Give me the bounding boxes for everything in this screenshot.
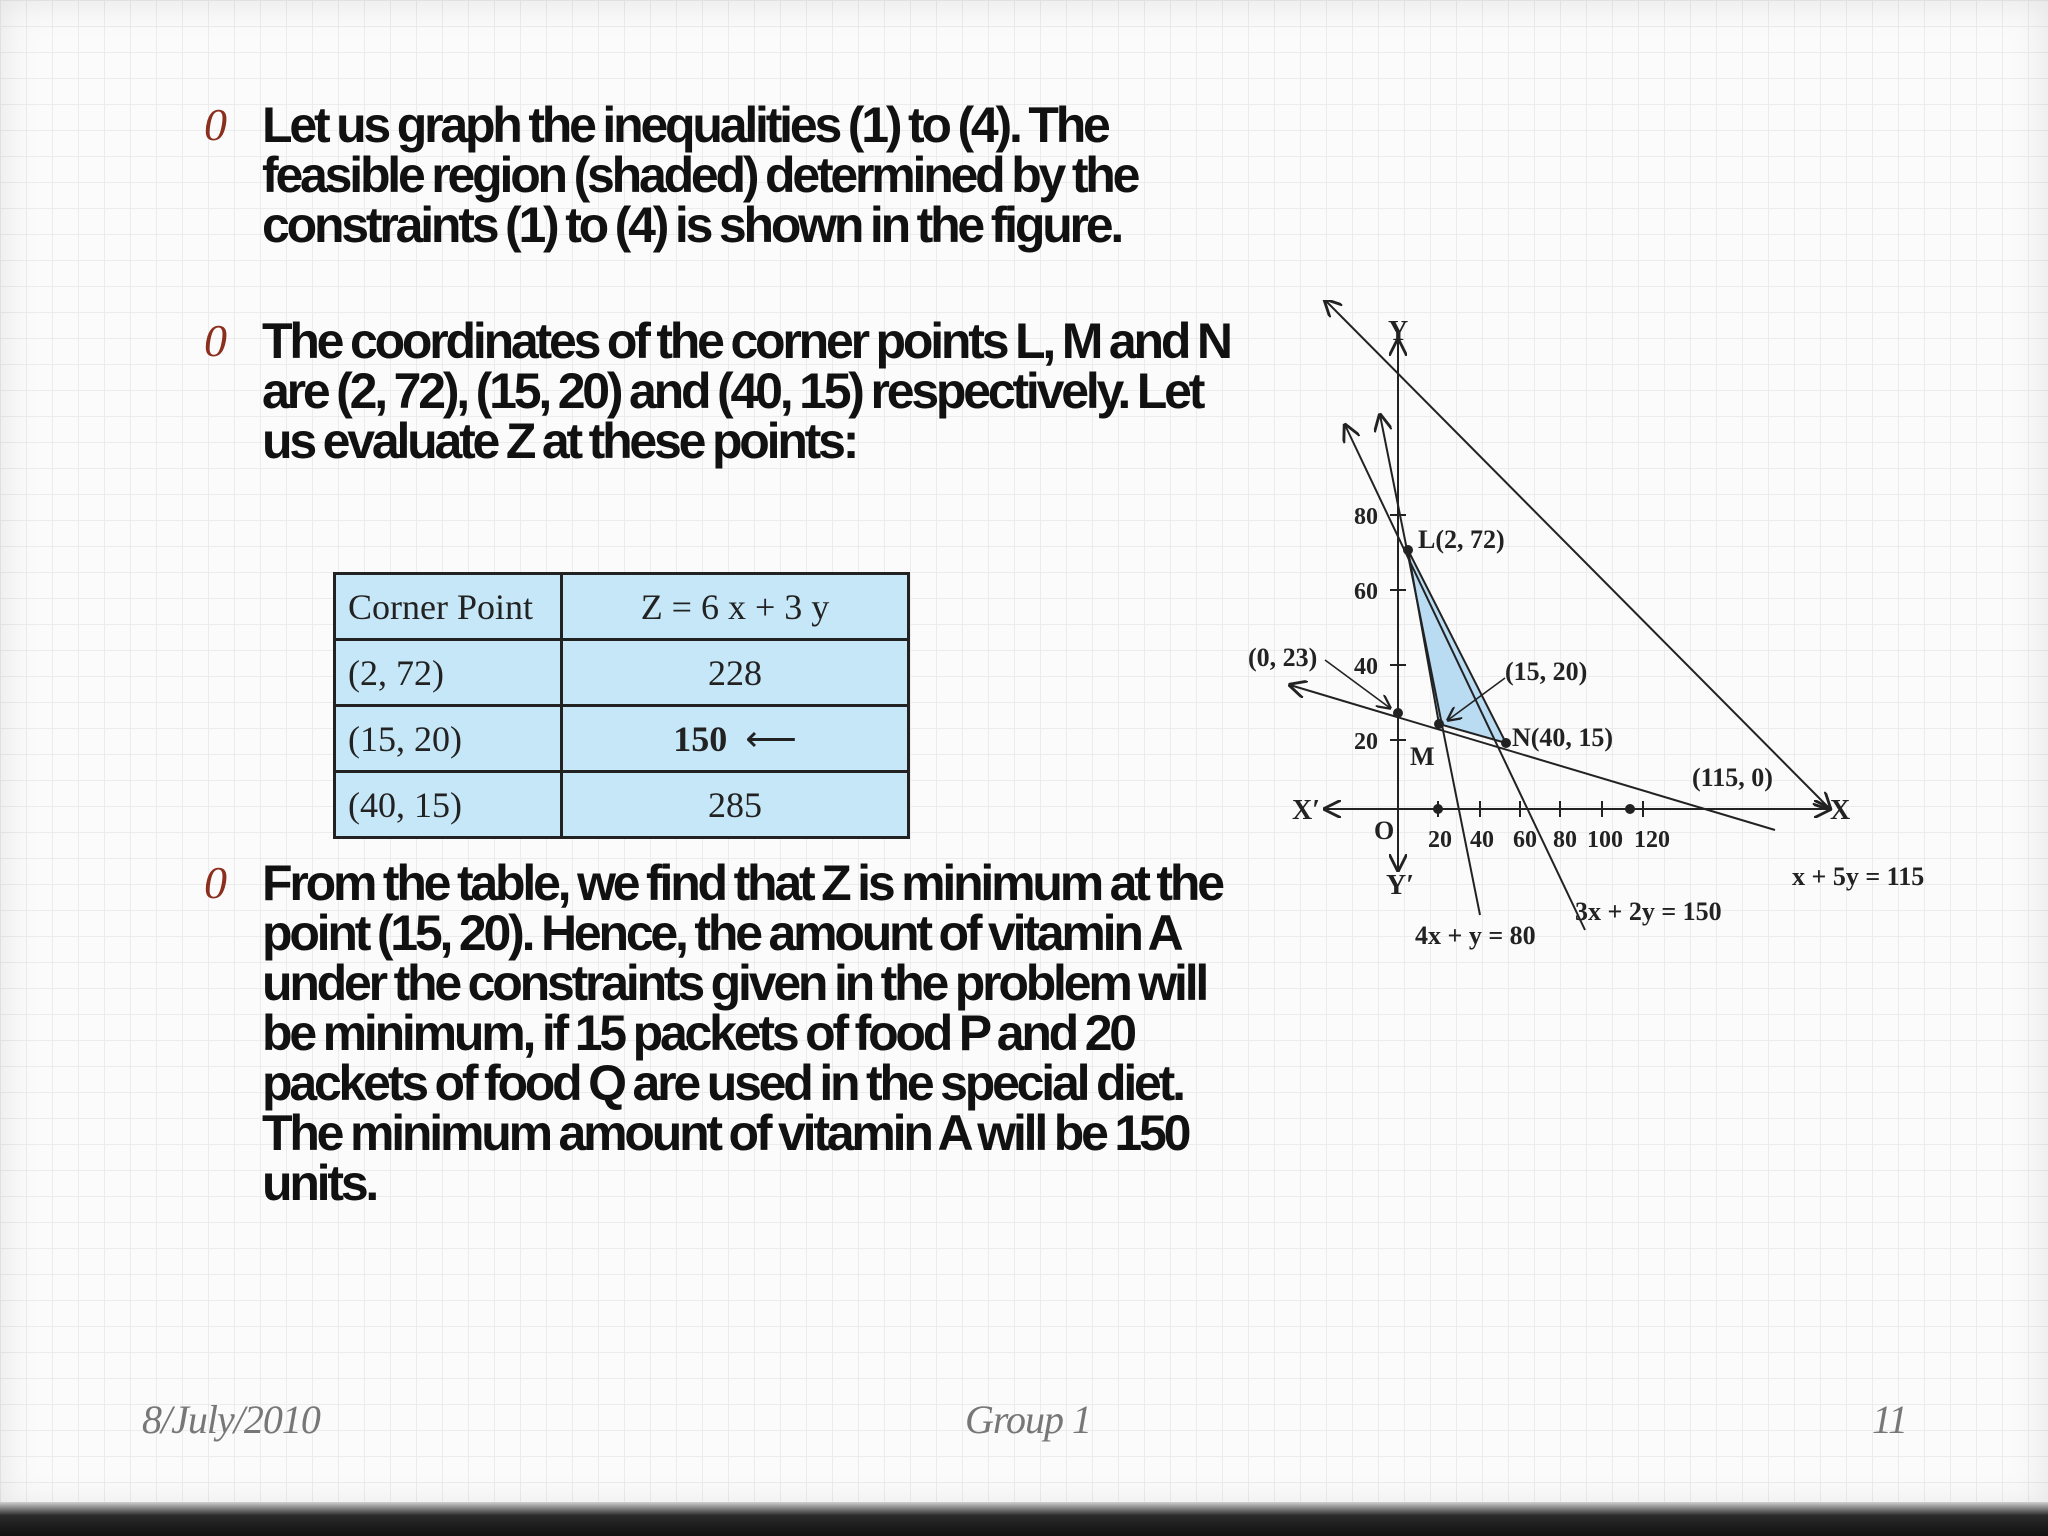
point-20-0: [1433, 804, 1443, 814]
y-tick-label: 60: [1354, 579, 1378, 605]
table-row: [335, 706, 909, 772]
axis-label-x-neg: X′: [1292, 795, 1321, 826]
y-tick-label: 20: [1354, 729, 1378, 755]
table-cell-z: [562, 772, 909, 838]
equation-label-4x-y-80: 4x + y = 80: [1415, 921, 1536, 950]
table-cell-point: (15, 20): [335, 706, 562, 772]
footer-date: 8/July/2010: [142, 1397, 320, 1442]
point-label-M: M: [1410, 742, 1435, 771]
footer-page-number: 11: [1872, 1397, 1908, 1442]
x-tick-label: 80: [1553, 827, 1577, 853]
y-tick-label: 80: [1354, 504, 1378, 530]
table-header: Z = 6 x + 3 y: [562, 574, 909, 640]
left-arrow-icon: ⟵: [745, 718, 797, 759]
point-115-0: [1625, 804, 1635, 814]
table-row: [335, 640, 909, 706]
x-tick-label: 100: [1587, 827, 1623, 853]
equation-label-x-5y-115: x + 5y = 115: [1792, 862, 1925, 891]
axis-label-y: Y: [1388, 316, 1409, 347]
x-tick-label: 120: [1634, 827, 1670, 853]
point-M: [1434, 719, 1444, 729]
slide-bottom-edge: [0, 1502, 2048, 1536]
x-tick-label: 60: [1513, 827, 1537, 853]
y-tick-label: 40: [1354, 654, 1378, 680]
table-cell-z: [562, 706, 909, 772]
bullet-marker: 0: [204, 315, 227, 366]
feasible-region-graph: [1230, 300, 1950, 980]
point-label-L: L(2, 72): [1418, 525, 1505, 554]
origin-label: O: [1374, 816, 1395, 845]
bullet-marker: 0: [204, 99, 227, 150]
point-N: [1501, 738, 1511, 748]
table-cell-point: (2, 72): [335, 640, 562, 706]
bullet-item: [200, 855, 1262, 1211]
annotation-115-0: (115, 0): [1692, 763, 1773, 792]
equation-label-3x-2y-150: 3x + 2y = 150: [1575, 897, 1722, 926]
axis-label-x: X: [1830, 795, 1851, 826]
x-tick-label: 40: [1470, 827, 1494, 853]
z-value: 228: [708, 652, 762, 693]
point-L: [1403, 545, 1413, 555]
point-0-23: [1393, 708, 1403, 718]
table-header-row: [335, 574, 909, 640]
table-row: [335, 772, 909, 838]
z-value: 150: [673, 718, 728, 759]
bullet-text: Let us graph the inequalities (1) to (4). The feasible region (shaded) determined by the constraints (1) to (4) is shown in the figure.: [262, 97, 1138, 253]
z-value: 285: [708, 784, 762, 825]
bullet-text: From the table, we find that Z is minimum at the point (15, 20). Hence, the amount of vitamin A under the constraints given in the problem will be minimum, if 15 packets of food P and 20 packets of food Q are used in the special diet. The minimum amount of vitamin A will be 150 units.: [262, 855, 1222, 1211]
bullet-marker: 0: [204, 857, 227, 908]
annotation-15-20: (15, 20): [1505, 657, 1588, 686]
table-cell-point: (40, 15): [335, 772, 562, 838]
annotation-0-23: (0, 23): [1248, 643, 1318, 672]
point-label-N: N(40, 15): [1512, 723, 1614, 752]
axis-label-y-neg: Y′: [1386, 870, 1415, 901]
footer-group: Group 1: [965, 1397, 1091, 1442]
table-header: Corner Point: [335, 574, 562, 640]
bullet-item: [200, 313, 1262, 469]
bullet-item: [200, 97, 1262, 253]
x-tick-label: 20: [1428, 827, 1452, 853]
bullet-text: The coordinates of the corner points L, M and N are (2, 72), (15, 20) and (40, 15) respectively. Let us evaluate Z at these points:: [262, 313, 1230, 469]
table-cell-z: [562, 640, 909, 706]
corner-point-table: [333, 572, 910, 839]
